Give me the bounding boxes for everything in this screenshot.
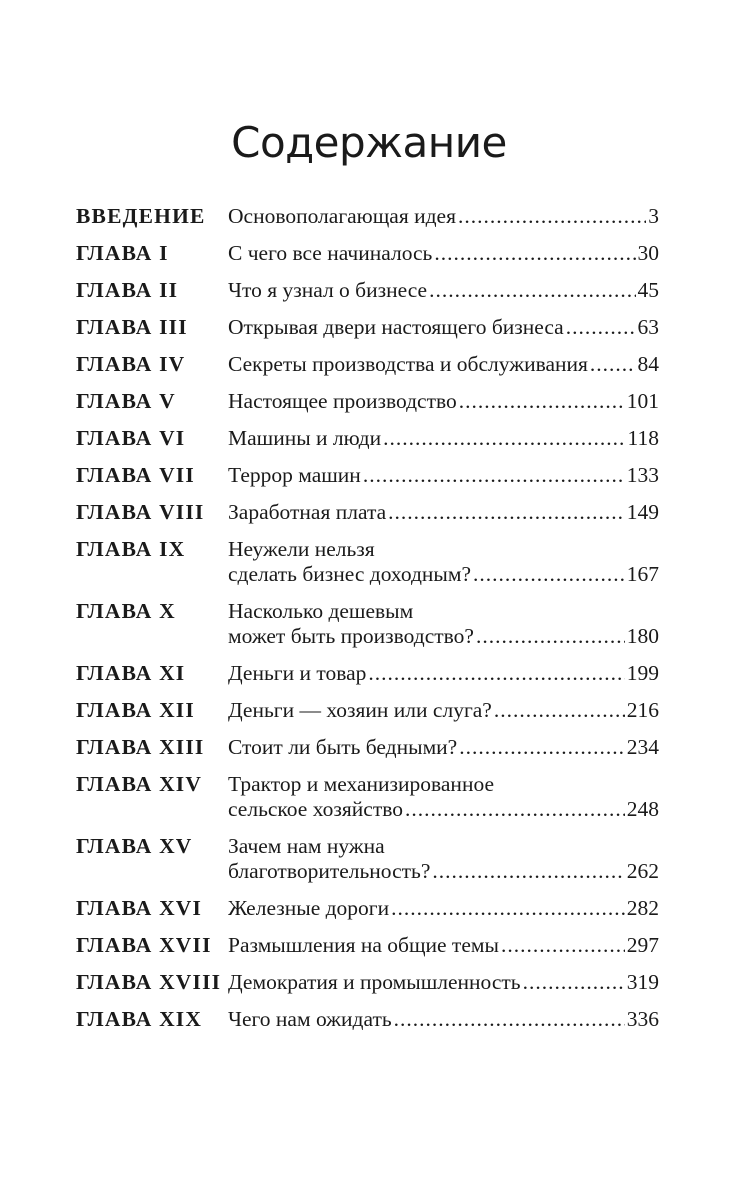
toc-entry bbox=[76, 933, 659, 958]
chapter-title-block bbox=[228, 834, 659, 884]
toc-entry bbox=[76, 1007, 659, 1032]
chapter-label: ГЛАВА IV bbox=[76, 352, 186, 376]
chapter-title: может быть производство? bbox=[228, 624, 474, 648]
dot-leader bbox=[458, 204, 646, 229]
chapter-title: Железные дороги bbox=[228, 896, 390, 920]
chapter-title: Стоит ли быть бедными? bbox=[228, 735, 458, 759]
dot-leader bbox=[432, 859, 624, 884]
page-number: 149 bbox=[626, 500, 659, 524]
page-number: 84 bbox=[637, 352, 659, 376]
dot-leader bbox=[429, 278, 635, 303]
chapter-title-line bbox=[228, 278, 659, 303]
chapter-title-line bbox=[228, 562, 659, 587]
toc-entry bbox=[76, 204, 659, 229]
dot-leader bbox=[494, 698, 625, 723]
chapter-label: ГЛАВА VI bbox=[76, 426, 186, 450]
dot-leader bbox=[383, 426, 625, 451]
page-number: 45 bbox=[637, 278, 659, 302]
chapter-title: Деньги — хозяин или слуга? bbox=[228, 698, 492, 722]
chapter-title: Неужели нельзя bbox=[228, 537, 375, 561]
chapter-title-block bbox=[228, 933, 659, 958]
page-number: 297 bbox=[626, 933, 659, 957]
toc-entry bbox=[76, 896, 659, 921]
chapter-title-line bbox=[228, 500, 659, 525]
chapter-title-line bbox=[228, 426, 659, 451]
dot-leader bbox=[501, 933, 625, 958]
chapter-title-line bbox=[228, 859, 659, 884]
page-number: 336 bbox=[626, 1007, 659, 1031]
toc-entry bbox=[76, 463, 659, 488]
chapter-label: ГЛАВА XVIII bbox=[76, 970, 222, 994]
chapter-label: ГЛАВА VII bbox=[76, 463, 195, 487]
dot-leader bbox=[566, 315, 636, 340]
chapter-title-block bbox=[228, 500, 659, 525]
chapter-title-line bbox=[228, 834, 659, 859]
chapter-label: ГЛАВА XII bbox=[76, 698, 195, 722]
page-number: 180 bbox=[626, 624, 659, 648]
dot-leader bbox=[459, 735, 625, 760]
chapter-label: ГЛАВА XI bbox=[76, 661, 186, 685]
toc-entry bbox=[76, 599, 659, 649]
chapter-title-block bbox=[228, 278, 659, 303]
dot-leader bbox=[388, 500, 625, 525]
dot-leader bbox=[405, 797, 625, 822]
page-number: 248 bbox=[626, 797, 659, 821]
chapter-title-line bbox=[228, 204, 659, 229]
chapter-title: Что я узнал о бизнесе bbox=[228, 278, 428, 302]
page-number: 319 bbox=[626, 970, 659, 994]
chapter-title-line bbox=[228, 624, 659, 649]
chapter-title-block bbox=[228, 389, 659, 414]
chapter-title-line bbox=[228, 970, 659, 995]
chapter-title-line bbox=[228, 735, 659, 760]
chapter-label: ГЛАВА XVII bbox=[76, 933, 212, 957]
dot-leader bbox=[363, 463, 625, 488]
page-number: 63 bbox=[637, 315, 659, 339]
chapter-label: ГЛАВА XVI bbox=[76, 896, 203, 920]
dot-leader bbox=[523, 970, 625, 995]
chapter-label: ГЛАВА I bbox=[76, 241, 169, 265]
toc-entry bbox=[76, 389, 659, 414]
page-number: 199 bbox=[626, 661, 659, 685]
chapter-title: сделать бизнес доходным? bbox=[228, 562, 472, 586]
chapter-title-line bbox=[228, 463, 659, 488]
chapter-title: Демократия и промышленность bbox=[228, 970, 521, 994]
dot-leader bbox=[590, 352, 636, 377]
page-number: 133 bbox=[626, 463, 659, 487]
chapter-title: Заработная плата bbox=[228, 500, 387, 524]
chapter-title: Трактор и механизированное bbox=[228, 772, 494, 796]
chapter-title: Размышления на общие темы bbox=[228, 933, 499, 957]
toc-entry bbox=[76, 772, 659, 822]
chapter-title-line bbox=[228, 698, 659, 723]
chapter-label: ГЛАВА XIII bbox=[76, 735, 205, 759]
chapter-title: Чего нам ожидать bbox=[228, 1007, 392, 1031]
toc-entry bbox=[76, 352, 659, 377]
page-number: 101 bbox=[626, 389, 659, 413]
toc-entry bbox=[76, 500, 659, 525]
dot-leader bbox=[459, 389, 625, 414]
toc-entry bbox=[76, 426, 659, 451]
toc-entry bbox=[76, 661, 659, 686]
chapter-title-block bbox=[228, 463, 659, 488]
chapter-title: Машины и люди bbox=[228, 426, 382, 450]
chapter-title: Открывая двери настоящего бизнеса bbox=[228, 315, 564, 339]
chapter-title-block bbox=[228, 772, 659, 822]
page-title: Содержание bbox=[231, 118, 507, 167]
chapter-title-block bbox=[228, 204, 659, 229]
table-of-contents bbox=[76, 204, 659, 1044]
chapter-label: ГЛАВА X bbox=[76, 599, 176, 623]
chapter-title-block bbox=[228, 661, 659, 686]
chapter-title: Зачем нам нужна bbox=[228, 834, 385, 858]
chapter-title: благотворительность? bbox=[228, 859, 431, 883]
chapter-title-line bbox=[228, 661, 659, 686]
chapter-title-block bbox=[228, 426, 659, 451]
chapter-title-line bbox=[228, 599, 659, 624]
toc-entry bbox=[76, 537, 659, 587]
chapter-title-line bbox=[228, 241, 659, 266]
chapter-label: ГЛАВА III bbox=[76, 315, 188, 339]
chapter-title-block bbox=[228, 735, 659, 760]
page-number: 216 bbox=[626, 698, 659, 722]
toc-entry bbox=[76, 278, 659, 303]
chapter-title: Деньги и товар bbox=[228, 661, 367, 685]
toc-entry bbox=[76, 834, 659, 884]
chapter-title-line bbox=[228, 772, 659, 797]
toc-entry bbox=[76, 735, 659, 760]
toc-entry bbox=[76, 970, 659, 995]
chapter-title-block bbox=[228, 896, 659, 921]
chapter-title-block bbox=[228, 970, 659, 995]
chapter-title-block bbox=[228, 1007, 659, 1032]
chapter-title-block bbox=[228, 315, 659, 340]
dot-leader bbox=[394, 1007, 625, 1032]
chapter-label: ГЛАВА XIX bbox=[76, 1007, 203, 1031]
chapter-label: ВВЕДЕНИЕ bbox=[76, 204, 206, 228]
chapter-title-block bbox=[228, 352, 659, 377]
chapter-title-block bbox=[228, 241, 659, 266]
page-number: 30 bbox=[637, 241, 659, 265]
toc-entry bbox=[76, 241, 659, 266]
chapter-title: Основополагающая идея bbox=[228, 204, 456, 228]
chapter-title-line bbox=[228, 896, 659, 921]
chapter-title: Секреты производства и обслуживания bbox=[228, 352, 588, 376]
page-number: 262 bbox=[626, 859, 659, 883]
chapter-title: Насколько дешевым bbox=[228, 599, 414, 623]
toc-entry bbox=[76, 315, 659, 340]
dot-leader bbox=[368, 661, 624, 686]
page-number: 3 bbox=[648, 204, 659, 228]
page-number: 234 bbox=[626, 735, 659, 759]
chapter-title-line bbox=[228, 797, 659, 822]
chapter-title-line bbox=[228, 1007, 659, 1032]
chapter-title: Террор машин bbox=[228, 463, 361, 487]
page-number: 282 bbox=[626, 896, 659, 920]
chapter-label: ГЛАВА VIII bbox=[76, 500, 205, 524]
dot-leader bbox=[473, 562, 625, 587]
chapter-title: С чего все начиналось bbox=[228, 241, 433, 265]
chapter-label: ГЛАВА IX bbox=[76, 537, 186, 561]
chapter-title-block bbox=[228, 599, 659, 649]
page-number: 167 bbox=[626, 562, 659, 586]
page-number: 118 bbox=[627, 426, 659, 450]
toc-entry bbox=[76, 698, 659, 723]
chapter-title-line bbox=[228, 933, 659, 958]
chapter-title: Настоящее производство bbox=[228, 389, 457, 413]
chapter-title-block bbox=[228, 698, 659, 723]
chapter-label: ГЛАВА V bbox=[76, 389, 176, 413]
dot-leader bbox=[476, 624, 625, 649]
chapter-title-line bbox=[228, 537, 659, 562]
chapter-title: сельское хозяйство bbox=[228, 797, 403, 821]
dot-leader bbox=[434, 241, 635, 266]
dot-leader bbox=[391, 896, 625, 921]
chapter-title-line bbox=[228, 315, 659, 340]
chapter-label: ГЛАВА XV bbox=[76, 834, 193, 858]
chapter-title-block bbox=[228, 537, 659, 587]
chapter-label: ГЛАВА XIV bbox=[76, 772, 203, 796]
chapter-title-line bbox=[228, 389, 659, 414]
chapter-label: ГЛАВА II bbox=[76, 278, 179, 302]
chapter-title-line bbox=[228, 352, 659, 377]
